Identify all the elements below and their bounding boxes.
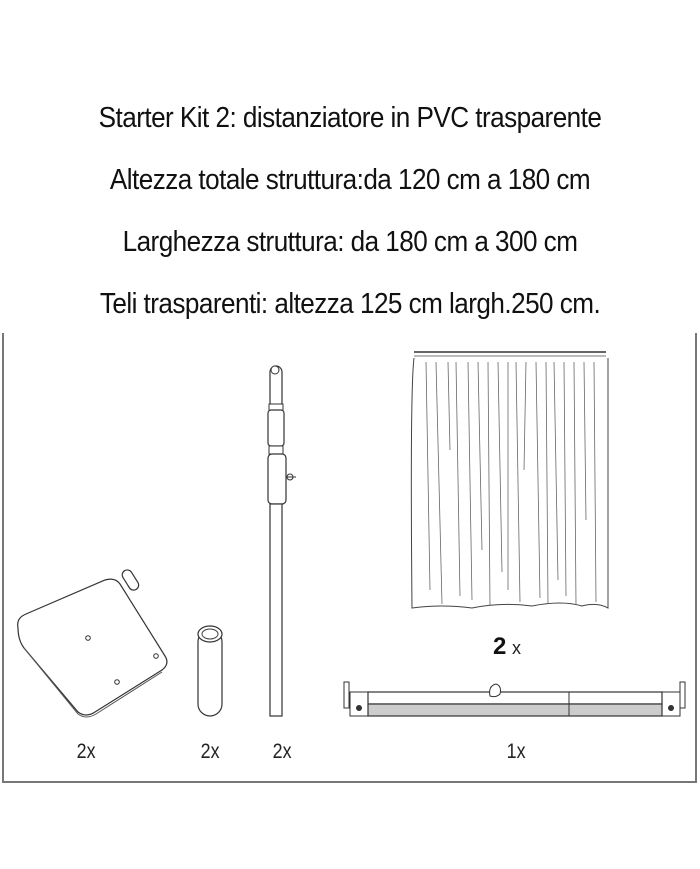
- crossbar-icon: [342, 676, 688, 724]
- pole-quantity: 2x: [272, 740, 292, 763]
- title-total-height: Altezza totale struttura:da 120 cm a 180 cm: [109, 164, 591, 196]
- title-curtain-size: Teli trasparenti: altezza 125 cm largh.250 cm.: [99, 288, 601, 320]
- tube-icon: [196, 624, 226, 720]
- title-structure-width: Larghezza struttura: da 180 cm a 300 cm: [122, 226, 578, 258]
- title-kit-name: Starter Kit 2: distanziatore in PVC trasparente: [98, 102, 602, 134]
- crossbar-quantity: 1x: [506, 740, 526, 763]
- base-plate-quantity: 2x: [76, 740, 96, 763]
- curtain-quantity-number: 2: [493, 633, 507, 660]
- curtain-quantity-suffix: x: [512, 638, 521, 658]
- base-plate-icon: [10, 568, 170, 718]
- tube-quantity: 2x: [200, 740, 220, 763]
- curtain-icon: [412, 350, 612, 612]
- telescopic-pole-icon: [262, 362, 306, 722]
